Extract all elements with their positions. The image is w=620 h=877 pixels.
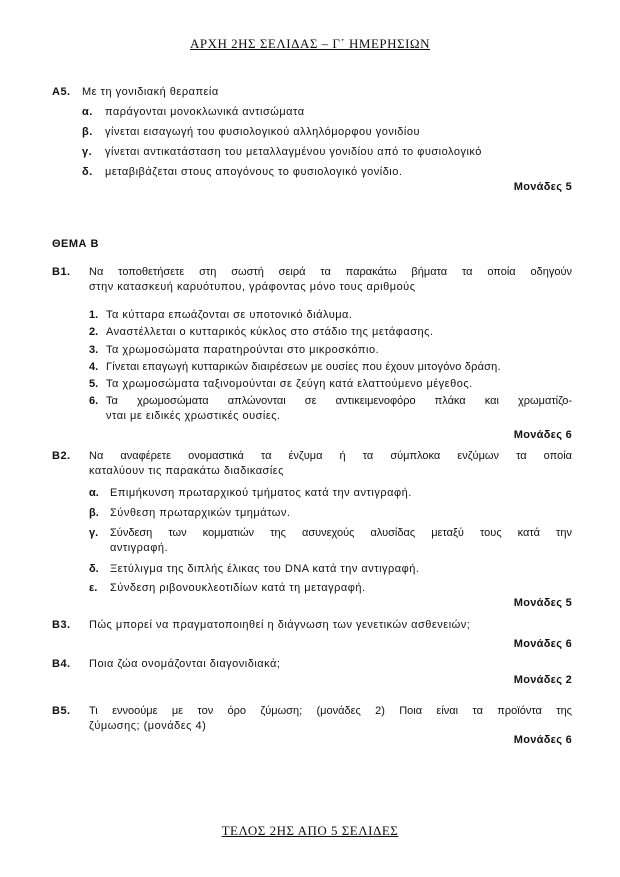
a5-marks: Μονάδες 5 xyxy=(513,181,572,193)
b2-item-text: Σύνδεση ριβονουκλεοτιδίων κατά τη μεταγραφή. xyxy=(110,582,366,594)
b2-item-letter: β. xyxy=(89,507,99,519)
b2-text-line2: καταλύουν τις παρακάτω διαδικασίες xyxy=(89,465,284,477)
b2-item-text-cont: αντιγραφή. xyxy=(110,542,169,554)
b2-marks: Μονάδες 5 xyxy=(513,597,572,609)
b2-item-text: Ξετύλιγμα της διπλής έλικας του DNA κατά την αντιγραφή. xyxy=(110,563,420,575)
b1-step-text: Τα χρωμοσώματα παρατηρούνται στο μικροσκόπιο. xyxy=(106,344,380,356)
b1-step-text: Τα χρωμοσώματα απλώνονται σε αντικειμενοφόρο πλάκα και χρωματίζο- xyxy=(106,395,572,407)
a5-option-text: γίνεται αντικατάσταση του μεταλλαγμένου γονιδίου από το φυσιολογικό xyxy=(105,146,482,158)
b1-marks: Μονάδες 6 xyxy=(513,429,572,441)
page-footer: ΤΕΛΟΣ 2ΗΣ ΑΠΟ 5 ΣΕΛΙΔΕΣ xyxy=(221,823,399,838)
b1-text-line2: στην κατασκευή καρυότυπου, γράφοντας μόνο τους αριθμούς xyxy=(89,281,416,293)
b4-marks: Μονάδες 2 xyxy=(513,674,572,686)
b1-step-number: 4. xyxy=(89,361,99,373)
b2-item-letter: ε. xyxy=(89,582,98,594)
a5-option-letter: δ. xyxy=(82,166,93,178)
b3-marks: Μονάδες 6 xyxy=(513,638,572,650)
b2-label: Β2. xyxy=(52,450,71,462)
b1-step-number: 6. xyxy=(89,395,99,407)
b4-text: Ποια ζώα ονομάζονται διαγονιδιακά; xyxy=(89,658,281,670)
b2-item-text: Επιμήκυνση πρωταρχικού τμήματος κατά την αντιγραφή. xyxy=(110,487,412,499)
b2-item-letter: γ. xyxy=(89,527,99,539)
b5-marks: Μονάδες 6 xyxy=(513,734,572,746)
page-header: ΑΡΧΗ 2ΗΣ ΣΕΛΙΔΑΣ – Γ΄ ΗΜΕΡΗΣΙΩΝ xyxy=(190,36,430,51)
a5-option-letter: α. xyxy=(82,106,93,118)
b2-item-text: Σύνδεση των κομματιών της ασυνεχούς αλυσίδας μεταξύ τους κατά την xyxy=(110,527,572,539)
a5-stem: Με τη γονιδιακή θεραπεία xyxy=(82,86,219,98)
b1-step-number: 3. xyxy=(89,344,99,356)
a5-option-letter: γ. xyxy=(82,146,93,158)
a5-option-text: μεταβιβάζεται στους απογόνους το φυσιολογικό γονίδιο. xyxy=(105,166,403,178)
b2-item-letter: δ. xyxy=(89,563,99,575)
theme-title: ΘΕΜΑ Β xyxy=(52,238,99,250)
b1-step-number: 5. xyxy=(89,378,99,390)
b1-text-line1: Να τοποθετήσετε στη σωστή σειρά τα παρακάτω βήματα τα οποία οδηγούν xyxy=(89,266,572,278)
b3-text: Πώς μπορεί να πραγματοποιηθεί η διάγνωση των γενετικών ασθενειών; xyxy=(89,619,471,631)
b3-label: Β3. xyxy=(52,619,71,631)
a5-label: Α5. xyxy=(52,86,71,98)
b2-text-line1: Να αναφέρετε ονομαστικά τα ένζυμα ή τα σύμπλοκα ενζύμων τα οποία xyxy=(89,450,572,462)
b1-step-text: Τα χρωμοσώματα ταξινομούνται σε ζεύγη κατά ελαττούμενο μέγεθος. xyxy=(106,378,473,390)
b1-step-text: Αναστέλλεται ο κυτταρικός κύκλος στο στάδιο της μετάφασης. xyxy=(106,326,434,338)
a5-option-text: παράγονται μονοκλωνικά αντισώματα xyxy=(105,106,305,118)
b1-label: Β1. xyxy=(52,266,71,278)
b5-text-line1: Τι εννοούμε με τον όρο ζύμωση; (μονάδες 2) Ποια είναι τα προϊόντα της xyxy=(89,705,572,717)
b1-step-number: 2. xyxy=(89,326,99,338)
b2-item-text: Σύνθεση πρωταρχικών τμημάτων. xyxy=(110,507,291,519)
b1-step-text-cont: νται με ειδικές χρωστικές ουσίες. xyxy=(106,410,281,422)
a5-option-letter: β. xyxy=(82,126,93,138)
b2-item-letter: α. xyxy=(89,487,99,499)
b5-text-line2: ζύμωσης; (μονάδες 4) xyxy=(89,720,207,732)
b1-step-text: Γίνεται επαγωγή κυτταρικών διαιρέσεων με ουσίες που έχουν μιτογόνο δράση. xyxy=(106,361,501,373)
b4-label: Β4. xyxy=(52,658,71,670)
b1-step-number: 1. xyxy=(89,309,99,321)
a5-option-text: γίνεται εισαγωγή του φυσιολογικού αλληλόμορφου γονιδίου xyxy=(105,126,420,138)
b1-step-text: Τα κύτταρα επωάζονται σε υποτονικό διάλυμα. xyxy=(106,309,353,321)
b5-label: Β5. xyxy=(52,705,71,717)
